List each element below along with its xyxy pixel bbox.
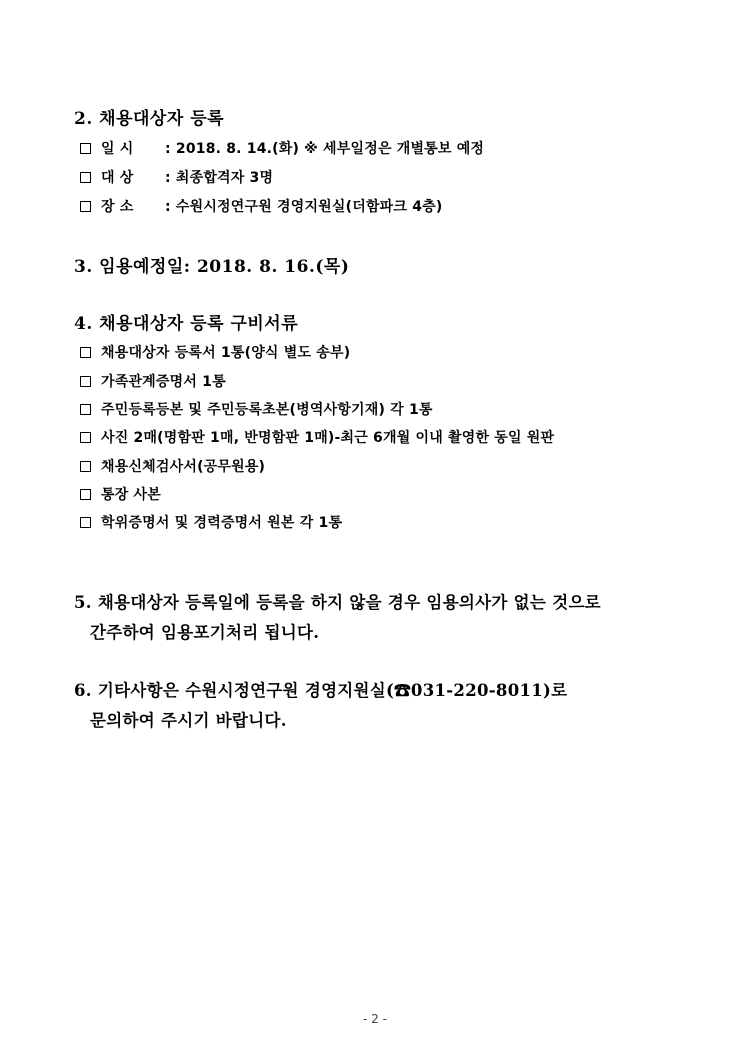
document-item-text: 통장 사본 xyxy=(101,487,161,503)
checkbox-icon xyxy=(80,347,91,358)
document-item xyxy=(80,512,342,532)
registration-place-item xyxy=(80,196,442,216)
item-value: : 최종합격자 3명 xyxy=(165,170,274,186)
section-5-line-2: 간주하여 임용포기처리 됩니다. xyxy=(90,623,320,642)
item-label: 대 상 xyxy=(101,170,134,186)
document-item-text: 학위증명서 및 경력증명서 원본 각 1통 xyxy=(101,515,343,531)
document-item-text: 사진 2매(명함판 1매, 반명함판 1매)-최근 6개월 이내 촬영한 동일 원판 xyxy=(101,430,555,446)
checkbox-icon xyxy=(80,489,91,500)
section-6-line-2: 문의하여 주시기 바랍니다. xyxy=(90,711,287,730)
checkbox-icon xyxy=(80,404,91,415)
document-item xyxy=(80,371,226,391)
document-item-text: 채용대상자 등록서 1통(양식 별도 송부) xyxy=(101,345,351,361)
section-6-line-1: 6. 기타사항은 수원시정연구원 경영지원실(☎031-220-8011)로 xyxy=(74,681,568,700)
section-5-paragraph xyxy=(74,588,694,648)
section-6-paragraph xyxy=(74,676,694,736)
item-label: 장 소 xyxy=(101,199,134,215)
document-item xyxy=(80,456,265,476)
checkbox-icon xyxy=(80,172,91,183)
page-number: - 2 - xyxy=(363,1012,387,1026)
checkbox-icon xyxy=(80,201,91,212)
checkbox-icon xyxy=(80,517,91,528)
document-item xyxy=(80,484,161,504)
item-value: : 2018. 8. 14.(화) ※ 세부일정은 개별통보 예정 xyxy=(165,141,485,157)
document-item-text: 가족관계증명서 1통 xyxy=(101,374,226,390)
section-4-title: 4. 채용대상자 등록 구비서류 xyxy=(74,314,299,334)
document-item-text: 주민등록등본 및 주민등록초본(병역사항기재) 각 1통 xyxy=(101,402,433,418)
checkbox-icon xyxy=(80,432,91,443)
checkbox-icon xyxy=(80,461,91,472)
registration-target-item xyxy=(80,167,273,187)
section-2-title: 2. 채용대상자 등록 xyxy=(74,109,225,129)
section-3-title: 3. 임용예정일: 2018. 8. 16.(목) xyxy=(74,257,350,277)
checkbox-icon xyxy=(80,143,91,154)
document-item xyxy=(80,427,554,447)
registration-date-item xyxy=(80,138,484,158)
document-item xyxy=(80,399,433,419)
section-5-line-1: 5. 채용대상자 등록일에 등록을 하지 않을 경우 임용의사가 없는 것으로 xyxy=(74,593,601,612)
checkbox-icon xyxy=(80,376,91,387)
document-item-text: 채용신체검사서(공무원용) xyxy=(101,459,266,475)
item-label: 일 시 xyxy=(101,141,134,157)
item-value: : 수원시정연구원 경영지원실(더함파크 4층) xyxy=(165,199,443,215)
document-item xyxy=(80,342,350,362)
